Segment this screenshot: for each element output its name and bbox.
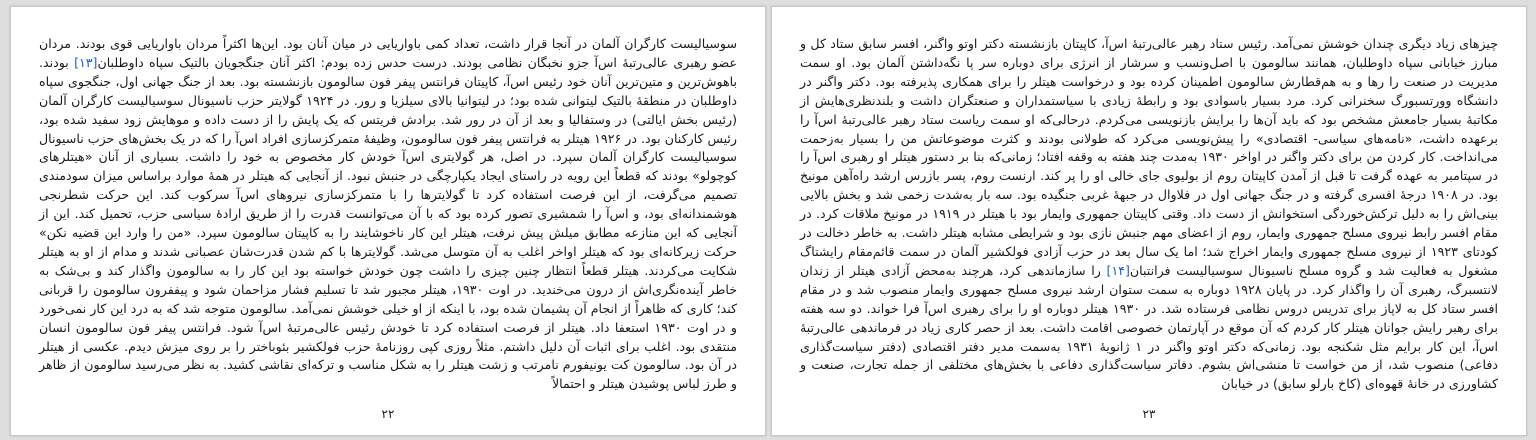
paragraph-text-b: را سازماندهی کرد، هرچند به‌محض آزادی هیتلر از زندان لانتسبرگ، رهبری آن را واگذار کرد. در پایان ۱۹۲۸ دوباره به سمت ستوان ارشد نیروی مسلح جمهوری وایمار منصوب شد و در مقام افسر ستاد کل به لاپاز برای تدریس دروس نظامی فرستاده شد. در ۱۹۳۰ هیتلر دوباره او را برای رهبری اس‌آ فرا خواند. دو سه هفته برای رهبر رایش جوانان هیتلر کار کردم که آن موقع در آپارتمان خصوصی اقامت داشت. بعد از حصر کاری زیاد در فرماندهی عالی‌رتبهٔ اس‌آ، این کار برایم مثل شکنجه بود. زمانی‌که دکتر اوتو واگنر در ۱ ژانویهٔ ۱۹۳۱ به‌سمت مدیر دفتر اقتصادی (دفتر سیاست‌گذاری دفاعی) منصوب شد، از من خواست تا منشی‌اش بشوم. دفاتر سیاست‌گذاری دفاعی با بخش‌های مختلفی از جمله تجارت، صنعت و کشاورزی در خانهٔ قهوه‌ای (کاخ بارلو سابق) در خیابان (800, 262, 1499, 392)
page-23 (771, 6, 1527, 436)
page-23-paragraph (800, 35, 1498, 394)
footnote-link-13[interactable]: [۱۳] (74, 54, 98, 70)
paragraph-text-b: بودند. باهوش‌ترین و متین‌ترین آنان خود رئیس اس‌آ، کاپیتان فرانتس پیفر فون سالومون بازنشسته بود. بعد از جنگ جهانی اول، جنگجوی سپاه داوطلبان در منطقهٔ بالتیک لیتوانی شده بود؛ در لیتوانیا بالای سیلزیا و رور. در ۱۹۲۴ گولایتر حزب ناسیونال سوسیالیست کارگران آلمان (رئیس بخش ایالتی) در وستفالیا و بعد از آن در رور شد. برادش فریتس که یک پایش را از دست داده و موهایش زود سفید شده بود، رئیس کارکنان بود. در ۱۹۲۶ هیتلر به فرانتس پیفر فون سالومون، وظیفهٔ متمرکزسازی افراد اس‌آ را که در یک بخش‌های حزب ناسیونال سوسیالیست کارگران آلمان سپرد. در اصل، هر گولایتری اس‌آ خودش کار مخصوص به خود را داشت. بسیاری از آنان «هیتلرهای کوچولو» بودند که قطعاً این رویه در راستای ایجاد یکپارچگی در جنبش نبود. از آنجایی که هیتلر در همهٔ موارد براساس میزان سودمندی تصمیم می‌گرفت، از این فرصت استفاده کرد تا گولایترها را با متمرکزسازی نیروهای اس‌آ سرکوب کند. این حرکت شطرنجی هوشمندانه‌ای بود، و اس‌آ را شمشیری تصور کرده بود که با آن می‌توانست قدرت را از طریق ارادهٔ سیاسی حزب، تحمیل کند. این از آنجایی که این منازعه مطابق میلش پیش نرفت، هیتلر این کار ناخوشایند را به کاپیتان سالومون سپرد. «من را وارد این قضیه نکن» حرکت زیرکانه‌ای بود که هیتلر اواخر اغلب به آن متوسل می‌شد. گولایترها با کم شدن قدرت‌شان عصبانی شدند و مدام از او به هیتلر شکایت می‌کردند. هیتلر قطعاً انتظار چنین چیزی را داشت چون خودش خواسته بود این کار را به سالومون واگذار کند و بی‌شک به خاطر آینده‌نگری‌اش از درون می‌خندید. در اوت ۱۹۳۰، هیتلر مجبور شد تا تسلیم فشار مزاحمان شود و پیففرون سالومون را قربانی کند؛ کاری که ظاهراً از انجام آن پشیمان شده بود، با اینکه از او خیلی خوشش نمی‌آمد. سالومون متوجه شد که به درد این کار نمی‌خورد و در اوت ۱۹۳۰ استعفا داد. هیتلر از فرصت استفاده کرد تا خودش رئیس عالی‌مرتبهٔ اس‌آ شود. فرانتس پیفر فون سالومون انسان منتقدی بود. اغلب برای اثبات آن دلیل داشتم. مثلاً روزی کپی روزنامهٔ حزب فولکشیر بئوباختر را بر روی میزش دیدم. عکسی از هیتلر در آن بود. سالومون کت یونیفورم نامرتب و زشت هیتلر را به شکل مناسب و ترکه‌ای نقاشی کشید. به نظر می‌رسید سالومون از ظاهر و طرز لباس پوشیدن هیتلر و احتمالاً (39, 54, 737, 392)
page-number: ۲۲ (381, 407, 395, 421)
paragraph-text-a: سوسیالیست کارگران آلمان در آنجا قرار داشت، تعداد کمی باواریایی در میان آنان بود. این‌ها اکثراً مردان باواریایی قوی بودند. مردان عضو رهبری عالی‌رتبهٔ اس‌آ جزو نخبگان نظامی بودند. درست حدس زده بودم: اکثر آنان جنگجویان بالتیک سپاه داوطلبان (39, 36, 737, 70)
page-22-paragraph (39, 35, 737, 394)
paragraph-text-a: چیزهای زیاد دیگری چندان خوشش نمی‌آمد. رئیس ستاد رهبر عالی‌رتبهٔ اس‌آ، کاپیتان بازنشسته دکتر اوتو واگنر، افسر سابق ستاد کل و مبارز خیابانی سپاه داوطلبان، همانند سالومون با اصل‌ونسب و سرشار از انرژی برای دوباره سر پا نگه‌داشتن آلمان بود. او سمت مدیریت در صنعت را رها و به هم‌قطارش سالومون اطمینان کرده بود و درخواست هیتلر را برای همکاری پذیرفته بود. دکتر واگنر در دانشگاه وورتسبورگ سخنرانی کرد. مرد بسیار باسوادی بود و رابطهٔ زیادی با سیاستمداران و صنعتگران داشت و بلندنظری‌هایش از مکاتبهٔ بسیار جامعش مشخص بود که باید آن‌ها را برایش بازنویسی می‌کردم. درحالی‌که او سمت ریاست ستاد رهبر عالی‌رتبهٔ اس‌آ را برعهده داشت، «نامه‌های سیاسی- اقتصادی» را پیش‌نویسی می‌کرد که طولانی بودند و کثرت موضوعاتش من را بسیار به‌زحمت می‌انداخت. کار کردن من برای دکتر واگنر در اواخر ۱۹۳۰ به‌مدت چند هفته به وقفه افتاد؛ زمانی‌که بنا بر دستور هیتلر او رهبری اس‌آ را در سپتامبر به عهده گرفت تا قبل از آمدن کاپیتان روم از بولیوی جای خالی او را پر کند. ارنست روم، پسر بازرس ارشد راه‌آهن مونیخ بود. در ۱۹۰۸ درجهٔ افسری گرفته و در جنگ جهانی اول در فلاوال در جبههٔ غربی جنگیده بود. سه بار به‌شدت زخمی شد و بخش بالایی بینی‌اش را به دلیل ترکش‌خوردگی استخوانش از دست داد. وقتی کاپیتان جمهوری وایمار بود با هیتلر در ۱۹۱۹ در مونیخ ملاقات کرد. در مقام افسر رابط نیروی مسلح جمهوری وایمار، روم از اعضای مهم جنبش نازی بود و شرایطی مشابه هیتلر داشت. به خاطر دخالت در کودتای ۱۹۲۳ از نیروی مسلح جمهوری وایمار اخراج شد؛ اما یک سال بعد در حزب آزادی فولکشیر آلمان در سمت قائم‌مقام رایشتاگ مشغول به فعالیت شد و گروه مسلح ناسیونال سوسیالیست فرانتبان (800, 36, 1499, 278)
page-22-text (39, 35, 737, 394)
footnote-link-14[interactable]: [۱۴] (1106, 262, 1130, 278)
page-23-text (800, 35, 1498, 394)
page-22 (10, 6, 766, 436)
page-number: ۲۳ (1142, 407, 1156, 421)
